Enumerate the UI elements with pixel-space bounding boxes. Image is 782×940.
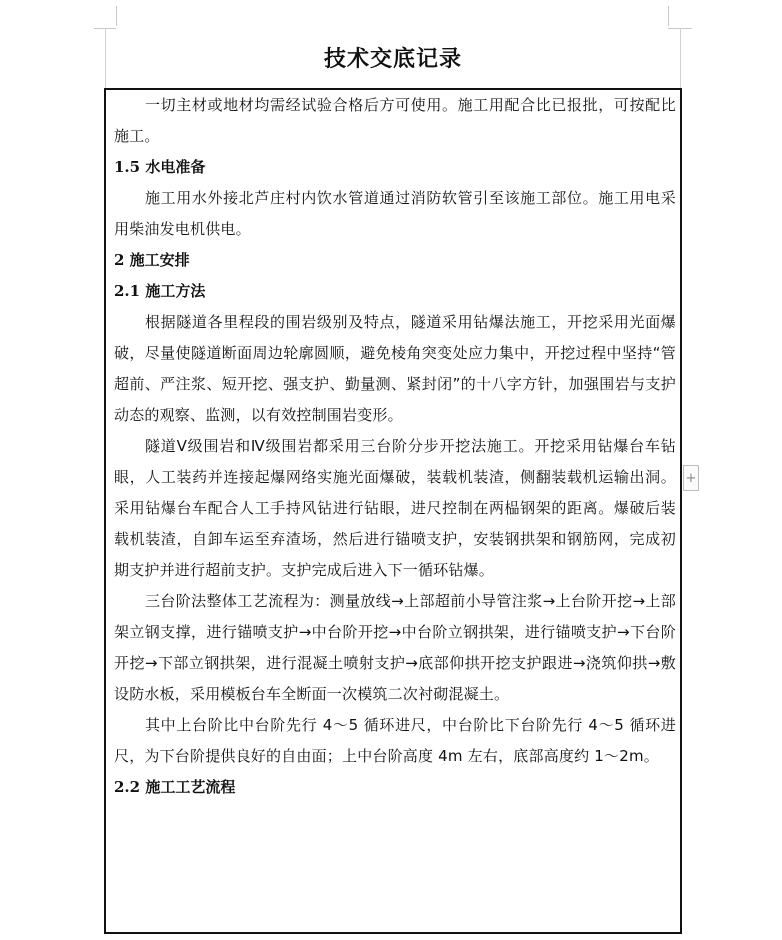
paragraph: 其中上台阶比中台阶先行 4～5 循环进尺，中台阶比下台阶先行 4～5 循环进尺，为下台阶提供良好的自由面；上中台阶高度 4m 左右，底部高度约 1～2m。 bbox=[114, 716, 676, 765]
crop-mark bbox=[668, 6, 669, 26]
section-heading: 2.1 施工方法 bbox=[114, 282, 206, 300]
add-row-button[interactable]: + bbox=[683, 465, 699, 491]
paragraph: 施工用水外接北芦庄村内饮水管道通过消防软管引至该施工部位。施工用电采用柴油发电机供电。 bbox=[114, 189, 676, 238]
paragraph: 一切主材或地材均需经试验合格后方可使用。施工用配合比已报批，可按配比施工。 bbox=[114, 96, 676, 145]
paragraph: 隧道Ⅴ级围岩和Ⅳ级围岩都采用三台阶分步开挖法施工。开挖采用钻爆台车钻眼，人工装药并连接起爆网络实施光面爆破，装载机装渣，侧翻装载机运输出洞。采用钻爆台车配合人工手持风钻进行钻眼，进尺控制在两榀钢架的距离。爆破后装载机装渣，自卸车运至弃渣场，然后进行锚喷支护，安装钢拱架和钢筋网，完成初期支护并进行超前支护。支护完成后进入下一循环钻爆。 bbox=[114, 437, 676, 579]
paragraph: 三台阶法整体工艺流程为：测量放线→上部超前小导管注浆→上台阶开挖→上部架立钢支撑，进行锚喷支护→中台阶开挖→中台阶立钢拱架，进行锚喷支护→下台阶开挖→下部立钢拱架，进行混凝土喷射支护→底部仰拱开挖支护跟进→浇筑仰拱→敷设防水板，采用模板台车全断面一次模筑二次衬砌混凝土。 bbox=[114, 592, 676, 703]
crop-mark bbox=[116, 6, 117, 26]
document-body bbox=[114, 90, 676, 803]
section-heading: 1.5 水电准备 bbox=[114, 158, 206, 176]
section-heading: 2.2 施工工艺流程 bbox=[114, 778, 236, 796]
section-heading: 2 施工安排 bbox=[114, 251, 190, 269]
content-table-cell[interactable] bbox=[104, 88, 682, 934]
document-title: 技术交底记录 bbox=[323, 47, 462, 72]
paragraph: 根据隧道各里程段的围岩级别及特点，隧道采用钻爆法施工，开挖采用光面爆破，尽量使隧道断面周边轮廓圆顺，避免棱角突变处应力集中，开挖过程中坚持“管超前、严注浆、短开挖、强支护、勤量测、紧封闭”的十八字方针，加强围岩与支护动态的观察、监测，以有效控制围岩变形。 bbox=[114, 313, 676, 424]
